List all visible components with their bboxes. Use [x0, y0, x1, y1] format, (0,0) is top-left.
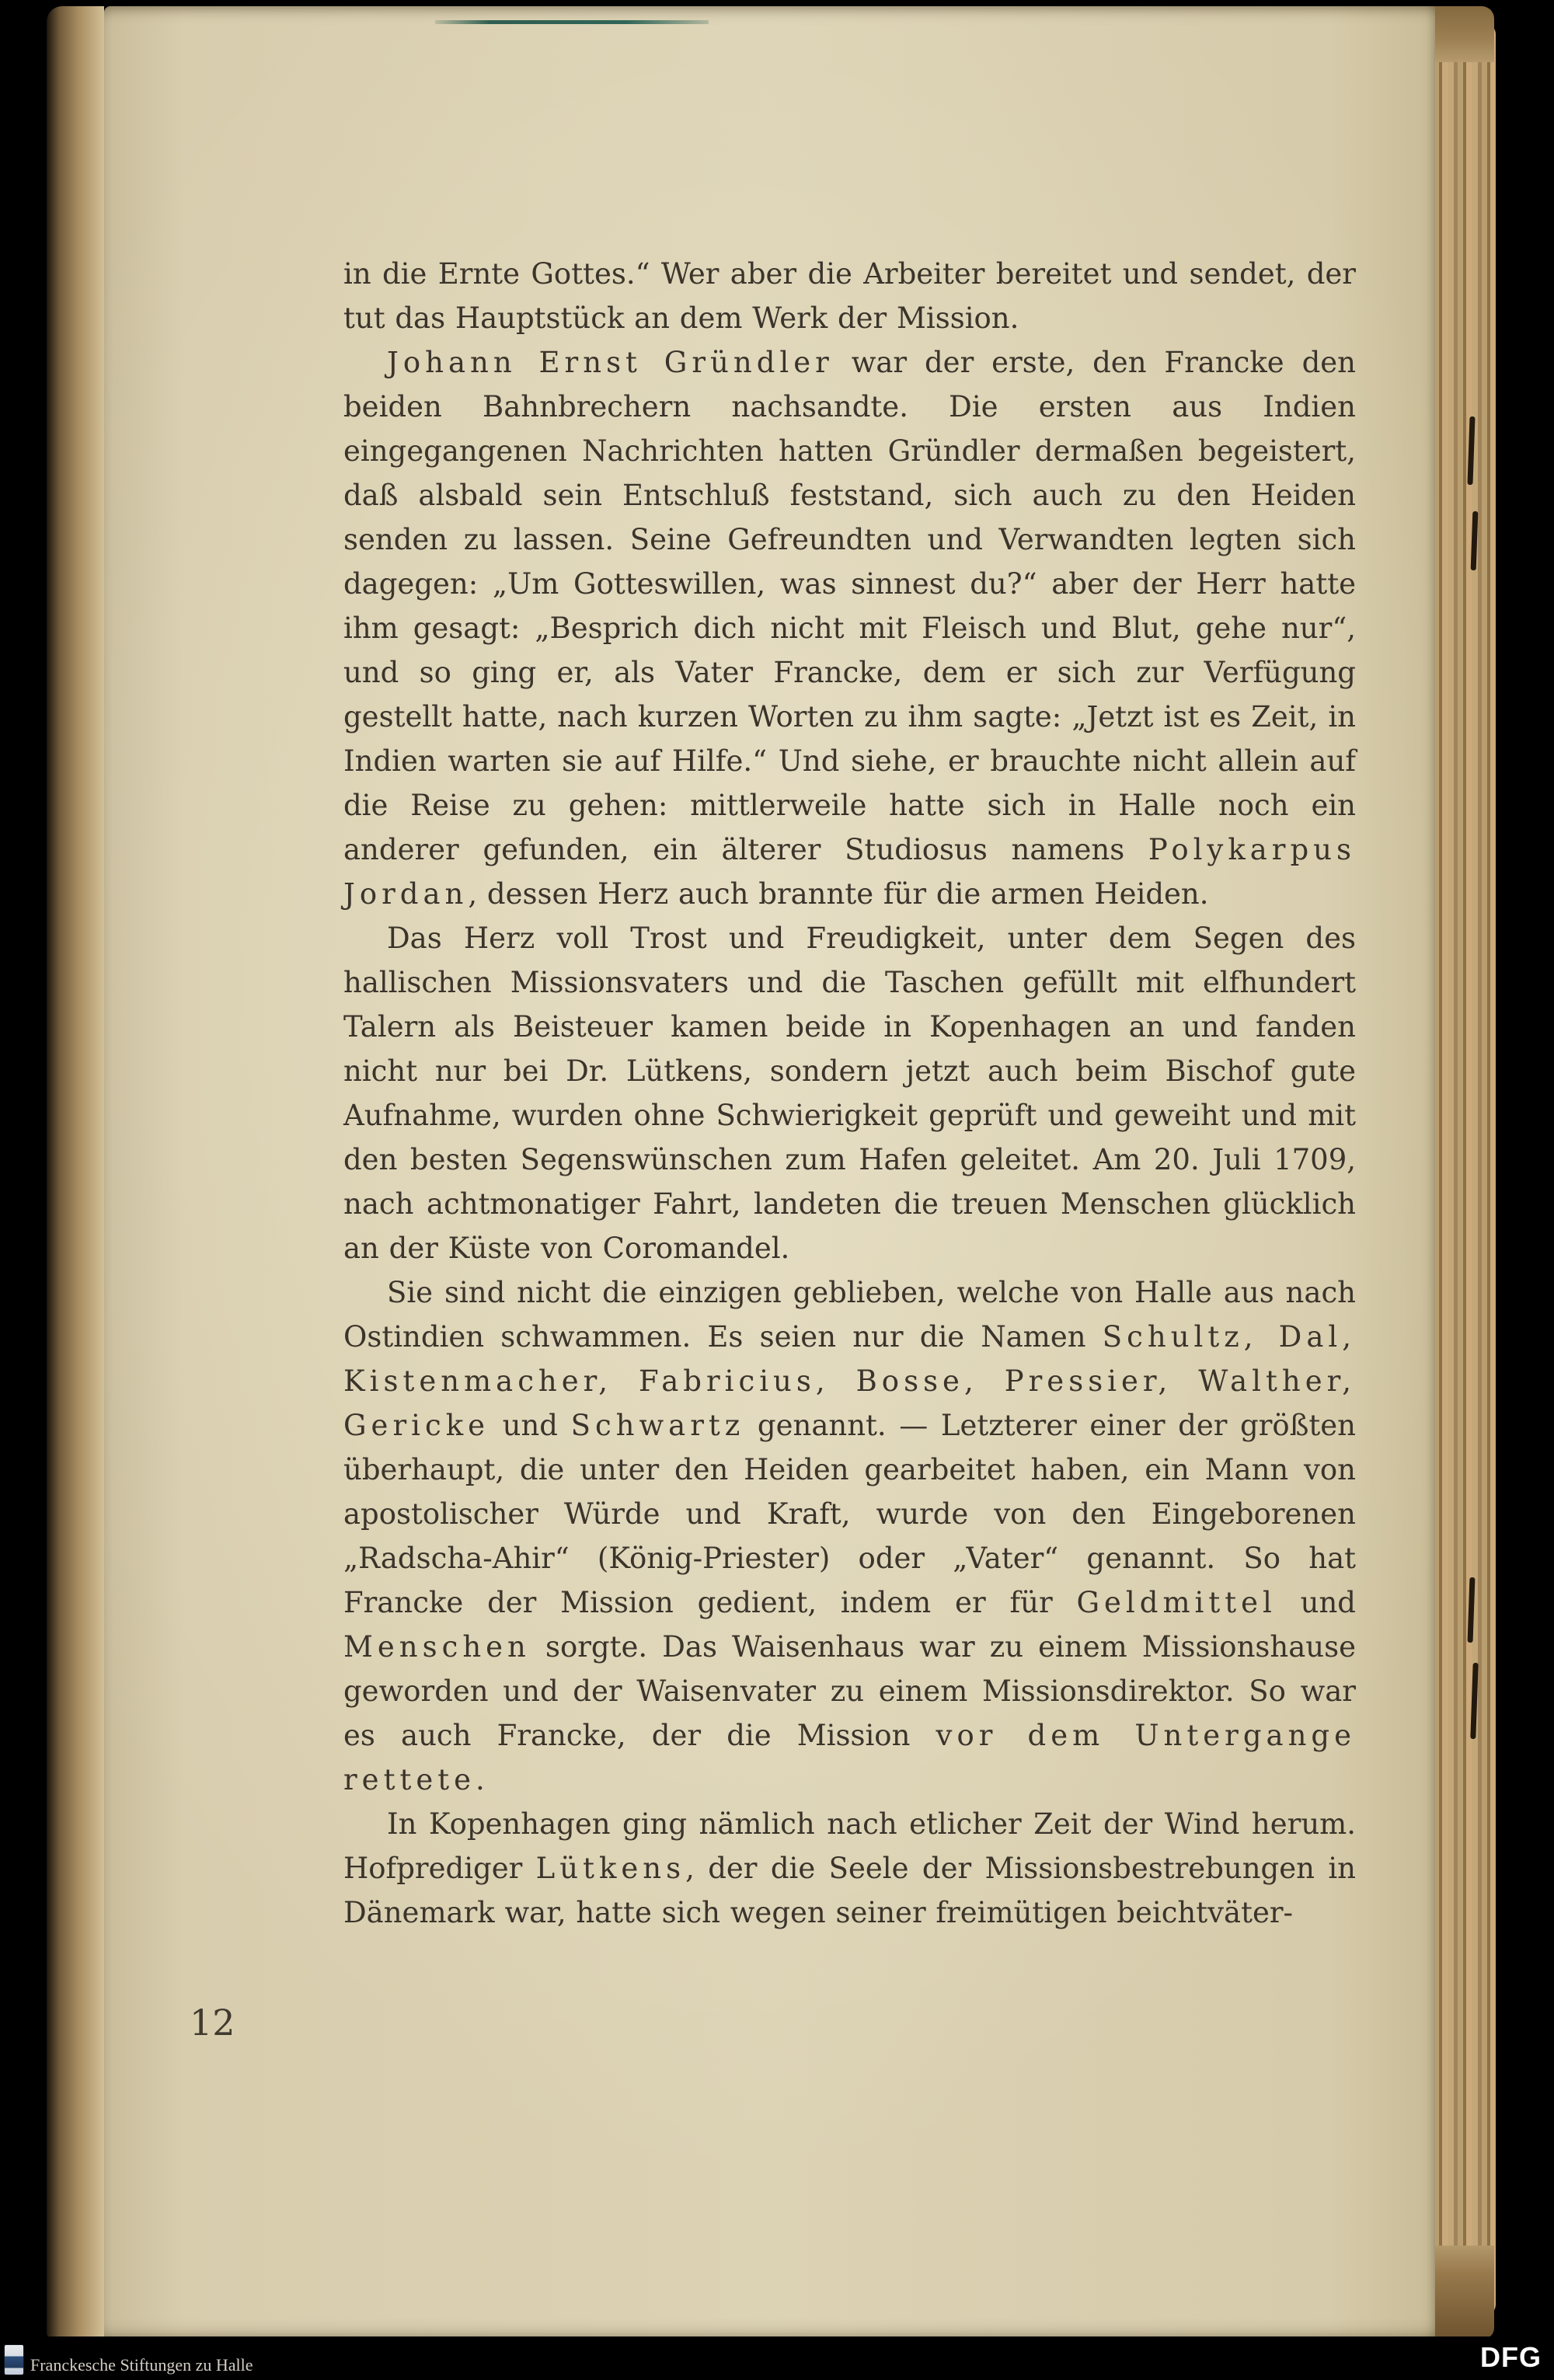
scan-artifact-line [435, 20, 709, 24]
paragraph [343, 916, 1356, 1270]
letterspaced-emphasis-text: vor dem Untergange rettete [343, 1719, 1356, 1796]
dfg-logo: DFG [1480, 2341, 1542, 2373]
body-text: , der die Seele der Missionsbestrebungen in Dänemark war, hatte sich wegen seiner freimütigen beichtväter- [343, 1852, 1356, 1929]
paragraph [343, 1802, 1356, 1935]
letterspaced-emphasis-text: Menschen [343, 1630, 531, 1664]
book-spine-edge [47, 6, 104, 2339]
scan-footer-bar [0, 2336, 1554, 2380]
body-text: . [475, 1763, 485, 1796]
paragraph [343, 252, 1356, 340]
body-text: in die Ernte Gottes.“ Wer aber die Arbeiter bereitet und sendet, der tut das Hauptstück an dem Werk der Mission. [343, 257, 1356, 335]
paragraph [343, 340, 1356, 916]
letterspaced-emphasis-text: Johann Ernst Gründler [387, 346, 834, 379]
body-text: Das Herz voll Trost und Freudigkeit, unter dem Segen des hallischen Missionsvaters und die Taschen gefüllt mit elfhundert Talern als Beisteuer kamen beide in Kopenhagen an und fanden nicht nur bei Dr. Lütkens, sondern jetzt auch beim Bischof gute Aufnahme, wurden ohne Schwierigkeit geprüft und geweiht und mit den besten Segenswünschen zum Hafen geleitet. Am 20. Juli 1709, nach achtmonatiger Fahrt, landeten die treuen Menschen glücklich an der Küste von Coromandel. [343, 922, 1356, 1265]
book-page-paper [104, 6, 1435, 2339]
body-text: In Kopenhagen ging nämlich nach etlicher Zeit der Wind herum. Hofprediger [343, 1807, 1356, 1885]
letterspaced-emphasis-text: Schwartz [570, 1409, 745, 1442]
page-number: 12 [190, 2002, 235, 2044]
body-text: und [490, 1409, 571, 1442]
letterspaced-emphasis-text: Lütkens [535, 1852, 686, 1885]
book-scan [47, 6, 1496, 2339]
footer-attribution-text: Franckesche Stiftungen zu Halle [30, 2355, 253, 2375]
body-text: genannt. — Letzterer einer der größten überhaupt, die unter den Heiden gearbeitet haben, ein Mann von apostolischer Würde und Kraft, wurde von den Eingeborenen „Radscha-Ahir“ (König-Priester) oder „Vater“ genannt. So hat Francke der Mission gedient, indem er für [343, 1409, 1357, 1619]
letterspaced-emphasis-text: Polykarpus Jordan [343, 833, 1356, 911]
body-text: Sie sind nicht die einzigen geblieben, welche von Halle aus nach Ostindien schwammen. Es seien nur die Namen [343, 1276, 1356, 1354]
letterspaced-emphasis-text: Schultz, Dal, Kistenmacher, Fabricius, Bosse, Pressier, Walther, Gericke [343, 1320, 1356, 1442]
paragraph [343, 1270, 1356, 1802]
footer-attribution-group [5, 2345, 253, 2375]
franckesche-stiftungen-logo-icon [5, 2345, 23, 2375]
body-text: sorgte. Das Waisenhaus war zu einem Missionshause geworden und der Waisenvater zu einem Missionsdirektor. So war es auch Francke, der die Mission [343, 1630, 1356, 1752]
letterspaced-emphasis-text: Geldmittel [1076, 1586, 1277, 1619]
body-text: war der erste, den Francke den beiden Bahnbrechern nachsandte. Die ersten aus Indien eingegangenen Nachrichten hatten Gründler dermaßen begeistert, daß alsbald sein Entschluß feststand, sich auch zu den Heiden senden zu lassen. Seine Gefreundten und Verwandten legten sich dagegen: „Um Gotteswillen, was sinnest du?“ aber der Herr hatte ihm gesagt: „Besprich dich nicht mit Fleisch und Blut, gehe nur“, und so ging er, als Vater Francke, dem er sich zur Verfügung gestellt hatte, nach kurzen Worten zu ihm sagte: „Jetzt ist es Zeit, in Indien warten sie auf Hilfe.“ Und siehe, er brauchte nicht allein auf die Reise zu gehen: mittlerweile hatte sich in Halle noch ein anderer gefunden, ein älterer Studiosus namens [343, 346, 1356, 866]
body-text: , dessen Herz auch brannte für die armen Heiden. [468, 877, 1209, 911]
paragraphs [343, 252, 1356, 1935]
page-text-block [343, 252, 1356, 1935]
body-text: und [1276, 1586, 1356, 1619]
